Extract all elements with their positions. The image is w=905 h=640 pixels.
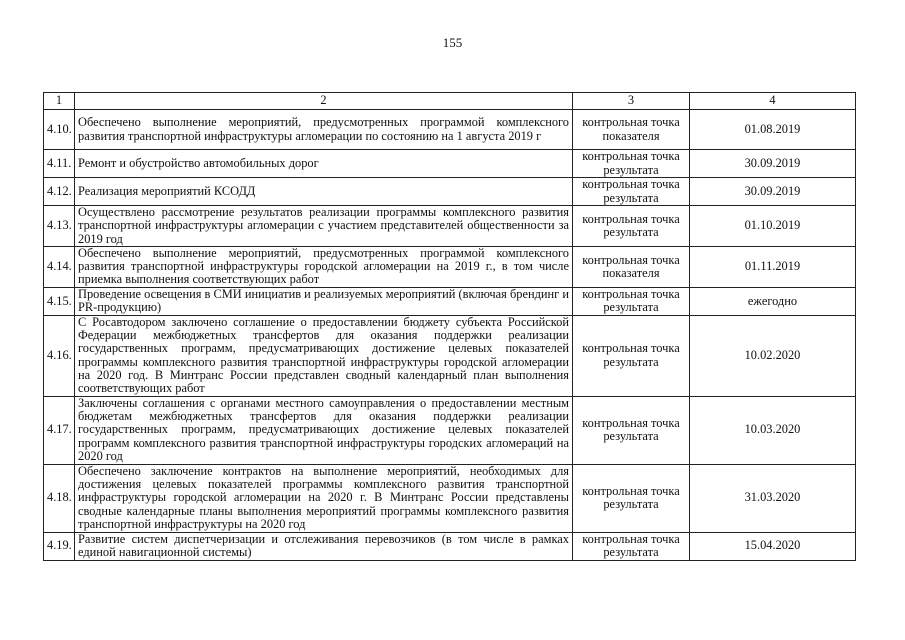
row-point-type: контрольная точка результата bbox=[573, 150, 690, 178]
header-cell: 2 bbox=[75, 93, 573, 110]
row-number: 4.19. bbox=[44, 532, 75, 560]
table-header-row bbox=[44, 93, 856, 110]
row-point-type: контрольная точка показателя bbox=[573, 246, 690, 287]
row-number: 4.14. bbox=[44, 246, 75, 287]
row-description: Обеспечено заключение контрактов на выполнение мероприятий, необходимых для достижения целевых показателей программы комплексного развития транспортной инфраструктуры городской агломерации на 2020 г. В Минтранс России представлены сводные календарные планы выполнения мероприятий программы комплексного развития транспортной инфраструктуры на 2020 год bbox=[75, 464, 573, 532]
row-date: 10.02.2020 bbox=[690, 315, 856, 396]
row-date: 01.08.2019 bbox=[690, 110, 856, 150]
row-date: 01.10.2019 bbox=[690, 206, 856, 247]
table-row bbox=[44, 396, 856, 464]
row-description: С Росавтодором заключено соглашение о предоставлении бюджету субъекта Российской Федерации межбюджетных трансфертов для оказания поддержки реализации государственных программ, предусматривающих достижение целевых показателей программы комплексного развития транспортной инфраструктуры городской агломерации на 2020 год. В Минтранс России представлен сводный календарный план выполнения соответствующих работ bbox=[75, 315, 573, 396]
row-point-type: контрольная точка результата bbox=[573, 532, 690, 560]
header-cell: 4 bbox=[690, 93, 856, 110]
row-date: 10.03.2020 bbox=[690, 396, 856, 464]
row-date: 30.09.2019 bbox=[690, 178, 856, 206]
header-cell: 3 bbox=[573, 93, 690, 110]
table-row bbox=[44, 150, 856, 178]
table-row bbox=[44, 206, 856, 247]
row-description: Ремонт и обустройство автомобильных дорог bbox=[75, 150, 573, 178]
row-point-type: контрольная точка результата bbox=[573, 315, 690, 396]
row-number: 4.12. bbox=[44, 178, 75, 206]
row-date: 01.11.2019 bbox=[690, 246, 856, 287]
row-description: Обеспечено выполнение мероприятий, предусмотренных программой комплексного развития транспортной инфраструктуры агломерации по состоянию на 1 августа 2019 г bbox=[75, 110, 573, 150]
table-row bbox=[44, 464, 856, 532]
row-point-type: контрольная точка результата bbox=[573, 206, 690, 247]
row-number: 4.15. bbox=[44, 287, 75, 315]
row-description: Реализация мероприятий КСОДД bbox=[75, 178, 573, 206]
row-point-type: контрольная точка показателя bbox=[573, 110, 690, 150]
row-number: 4.13. bbox=[44, 206, 75, 247]
table-row bbox=[44, 246, 856, 287]
row-date: ежегодно bbox=[690, 287, 856, 315]
row-description: Обеспечено выполнение мероприятий, предусмотренных программой комплексного развития транспортной инфраструктуры городской агломерации на 2019 г., в том числе приемка выполнения соответствующих работ bbox=[75, 246, 573, 287]
table-row bbox=[44, 110, 856, 150]
row-description: Развитие систем диспетчеризации и отслеживания перевозчиков (в том числе в рамках единой навигационной системы) bbox=[75, 532, 573, 560]
header-cell: 1 bbox=[44, 93, 75, 110]
row-number: 4.17. bbox=[44, 396, 75, 464]
page-number: 155 bbox=[442, 35, 463, 50]
table-row bbox=[44, 287, 856, 315]
row-number: 4.16. bbox=[44, 315, 75, 396]
row-description: Заключены соглашения с органами местного самоуправления о предоставлении местным бюджетам межбюджетных трансфертов для оказания поддержки реализации государственных программ, предусматривающих достижение целевых показателей программ комплексного развития транспортной инфраструктуры городских агломераций на 2020 год bbox=[75, 396, 573, 464]
row-point-type: контрольная точка результата bbox=[573, 464, 690, 532]
row-description: Осуществлено рассмотрение результатов реализации программы комплексного развития транспортной инфраструктуры агломерации с участием представителей общественности за 2019 год bbox=[75, 206, 573, 247]
table-row bbox=[44, 532, 856, 560]
row-date: 15.04.2020 bbox=[690, 532, 856, 560]
row-number: 4.10. bbox=[44, 110, 75, 150]
row-point-type: контрольная точка результата bbox=[573, 178, 690, 206]
row-date: 30.09.2019 bbox=[690, 150, 856, 178]
row-point-type: контрольная точка результата bbox=[573, 287, 690, 315]
table-row bbox=[44, 178, 856, 206]
row-description: Проведение освещения в СМИ инициатив и реализуемых мероприятий (включая брендинг и PR-продукцию) bbox=[75, 287, 573, 315]
row-number: 4.18. bbox=[44, 464, 75, 532]
row-date: 31.03.2020 bbox=[690, 464, 856, 532]
row-number: 4.11. bbox=[44, 150, 75, 178]
table-row bbox=[44, 315, 856, 396]
control-points-table bbox=[43, 92, 856, 561]
row-point-type: контрольная точка результата bbox=[573, 396, 690, 464]
